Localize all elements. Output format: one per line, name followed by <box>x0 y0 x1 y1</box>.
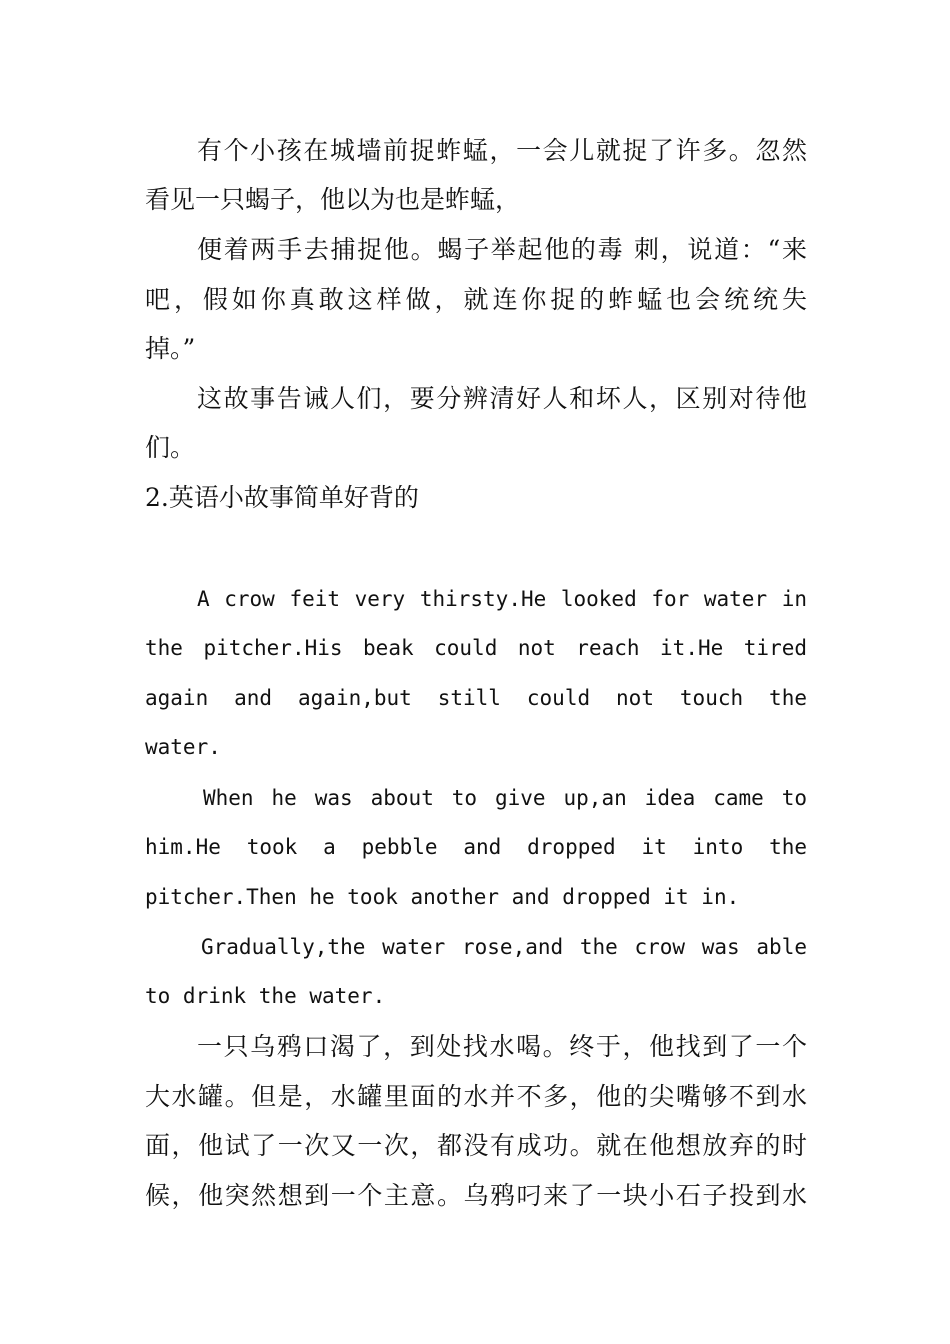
english-line-2: the pitcher.His beak could not reach it.He tired <box>145 636 807 660</box>
story1-line-1: 有个小孩在城墙前捉蚱蜢，一会儿就捉了许多。忽然 <box>197 136 807 165</box>
chinese-line-2: 大水罐。但是，水罐里面的水并不多，他的尖嘴够不到水 <box>145 1082 807 1111</box>
story1-line-3: 便着两手去捕捉他。蝎子举起他的毒 刺，说道：“来 <box>197 235 807 264</box>
chinese-line-4: 候，他突然想到一个主意。乌鸦叼来了一块小石子投到水 <box>145 1181 807 1210</box>
story1-line-2: 看见一只蝎子，他以为也是蚱蜢， <box>145 185 521 214</box>
english-line-9: to drink the water. <box>145 984 386 1008</box>
english-line-5: When he was about to give up,an idea came to <box>203 786 807 810</box>
english-line-3: again and again,but still could not touch the <box>145 686 807 710</box>
english-line-1: A crow feit very thirsty.He looked for water in <box>197 587 807 611</box>
english-line-8: Gradually,the water rose,and the crow was able <box>201 935 807 959</box>
story1-line-5: 掉。” <box>145 334 196 363</box>
chinese-line-3: 面，他试了一次又一次，都没有成功。就在他想放弃的时 <box>145 1131 807 1160</box>
chinese-line-1: 一只乌鸦口渴了，到处找水喝。终于，他找到了一个 <box>197 1032 807 1061</box>
story1-moral-line-2: 们。 <box>145 433 196 462</box>
english-line-4: water. <box>145 735 221 759</box>
story1-moral-line-1: 这故事告诫人们，要分辨清好人和坏人，区别对待他 <box>197 384 807 413</box>
english-line-7: pitcher.Then he took another and dropped it in. <box>145 885 740 909</box>
story1-line-4: 吧，假如你真敢这样做，就连你捉的蚱蜢也会统统失 <box>145 285 807 314</box>
english-line-6: him.He took a pebble and dropped it into the <box>145 835 807 859</box>
section-heading: 2.英语小故事简单好背的 <box>145 483 419 512</box>
